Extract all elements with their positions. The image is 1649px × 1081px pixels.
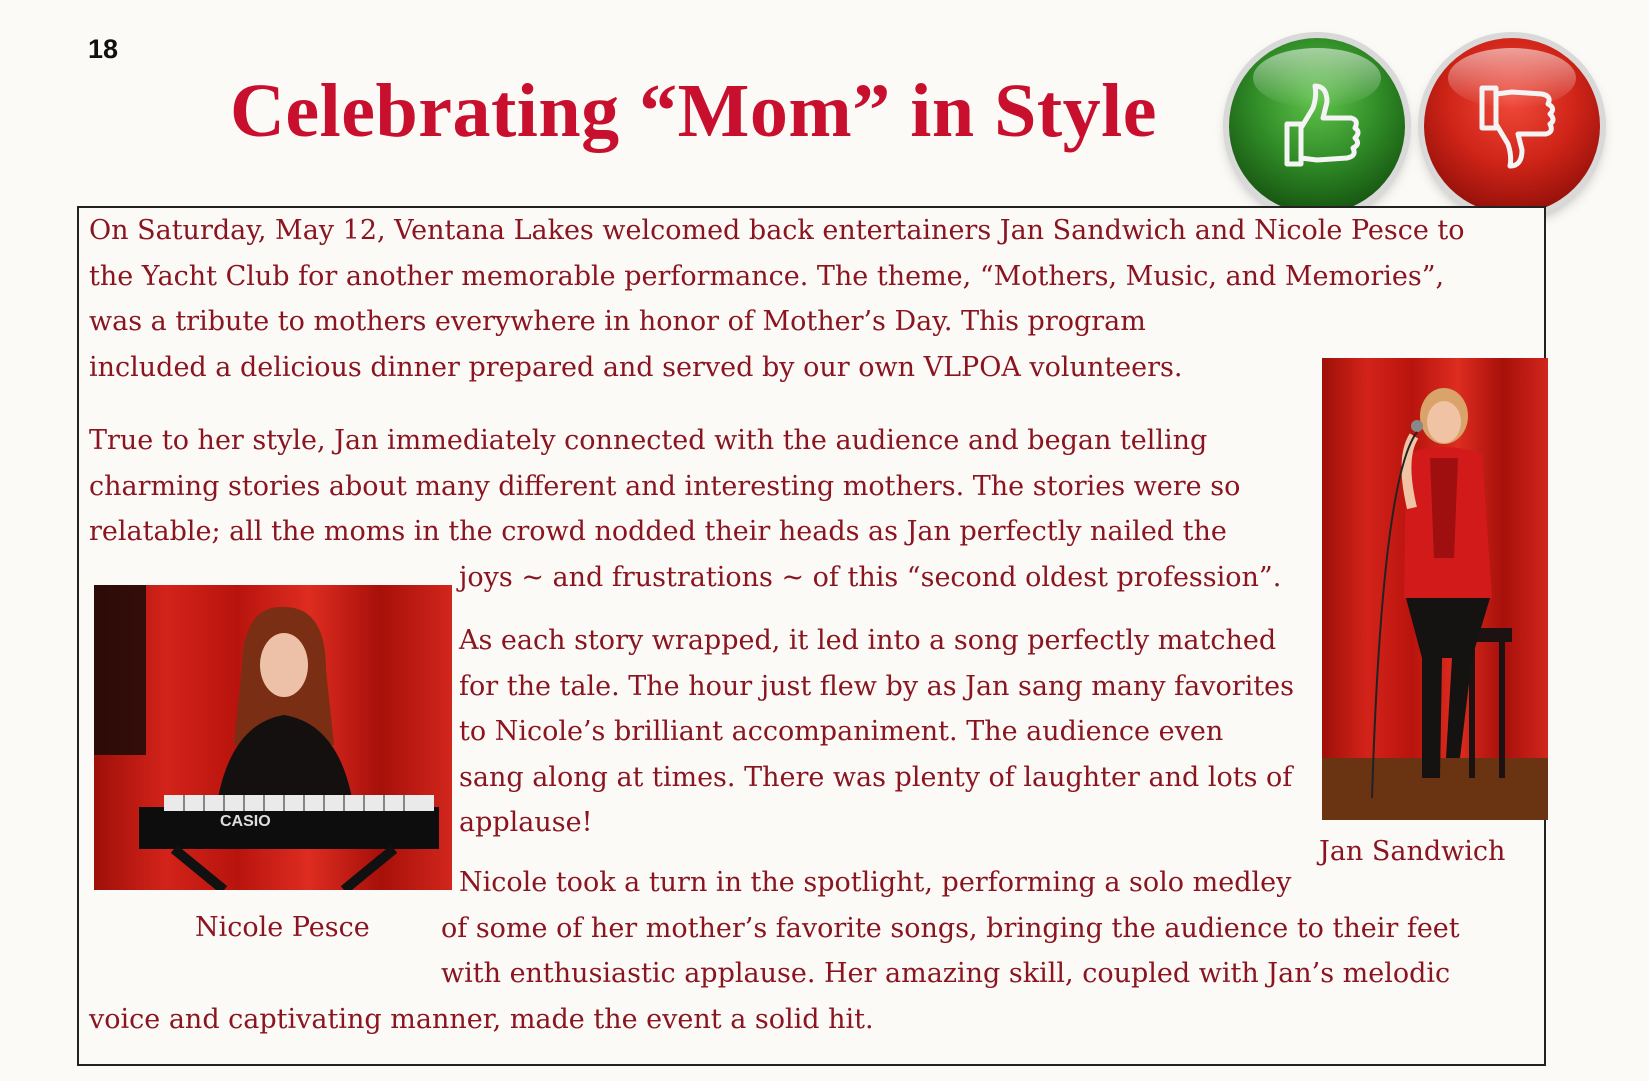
paragraph-3 xyxy=(459,618,1294,846)
page-number: 18 xyxy=(88,34,119,64)
article-title: Celebrating “Mom” in Style xyxy=(230,69,1158,153)
text-line: applause! xyxy=(459,807,593,838)
thumbs-up-icon xyxy=(1257,66,1377,186)
thumbs-up-button[interactable] xyxy=(1229,38,1405,214)
thumbs-down-button[interactable] xyxy=(1424,38,1600,214)
nicole-illustration xyxy=(94,585,452,890)
text-line: On Saturday, May 12, Ventana Lakes welcomed back entertainers Jan Sandwich and Nicole Pesce to xyxy=(89,215,1465,246)
text-line: charming stories about many different and interesting mothers. The stories were so xyxy=(89,470,1241,502)
paragraph-2 xyxy=(89,418,1281,600)
text-line: True to her style, Jan immediately connected with the audience and began telling xyxy=(89,425,1208,456)
thumbs-down-icon xyxy=(1452,66,1572,186)
text-line: of some of her mother’s favorite songs, bringing the audience to their feet xyxy=(441,912,1460,944)
jan-sandwich-photo xyxy=(1322,358,1548,820)
text-line: to Nicole’s brilliant accompaniment. The audience even xyxy=(459,716,1224,747)
text-line: the Yacht Club for another memorable performance. The theme, “Mothers, Music, and Memories”, xyxy=(89,260,1445,292)
text-line: relatable; all the moms in the crowd nodded their heads as Jan perfectly nailed the xyxy=(89,516,1227,547)
nicole-pesce-photo xyxy=(94,585,452,890)
text-line: voice and captivating manner, made the event a solid hit. xyxy=(89,1003,874,1035)
jan-sandwich-caption: Jan Sandwich xyxy=(1319,836,1506,867)
text-line: Nicole took a turn in the spotlight, performing a solo medley xyxy=(459,867,1292,898)
text-line: included a delicious dinner prepared and served by our own VLPOA volunteers. xyxy=(89,351,1183,383)
keyboard-brand: CASIO xyxy=(220,813,271,830)
text-line: with enthusiastic applause. Her amazing skill, coupled with Jan’s melodic xyxy=(441,958,1451,989)
paragraph-1 xyxy=(89,208,1465,390)
text-line: for the tale. The hour just flew by as Jan sang many favorites xyxy=(459,670,1294,702)
jan-illustration xyxy=(1322,358,1548,820)
text-line: was a tribute to mothers everywhere in honor of Mother’s Day. This program xyxy=(89,306,1146,337)
text-line: As each story wrapped, it led into a song perfectly matched xyxy=(459,625,1277,656)
text-line: sang along at times. There was plenty of laughter and lots of xyxy=(459,761,1293,793)
nicole-pesce-caption: Nicole Pesce xyxy=(195,912,370,943)
text-line: joys ~ and frustrations ~ of this “second oldest profession”. xyxy=(459,561,1282,593)
